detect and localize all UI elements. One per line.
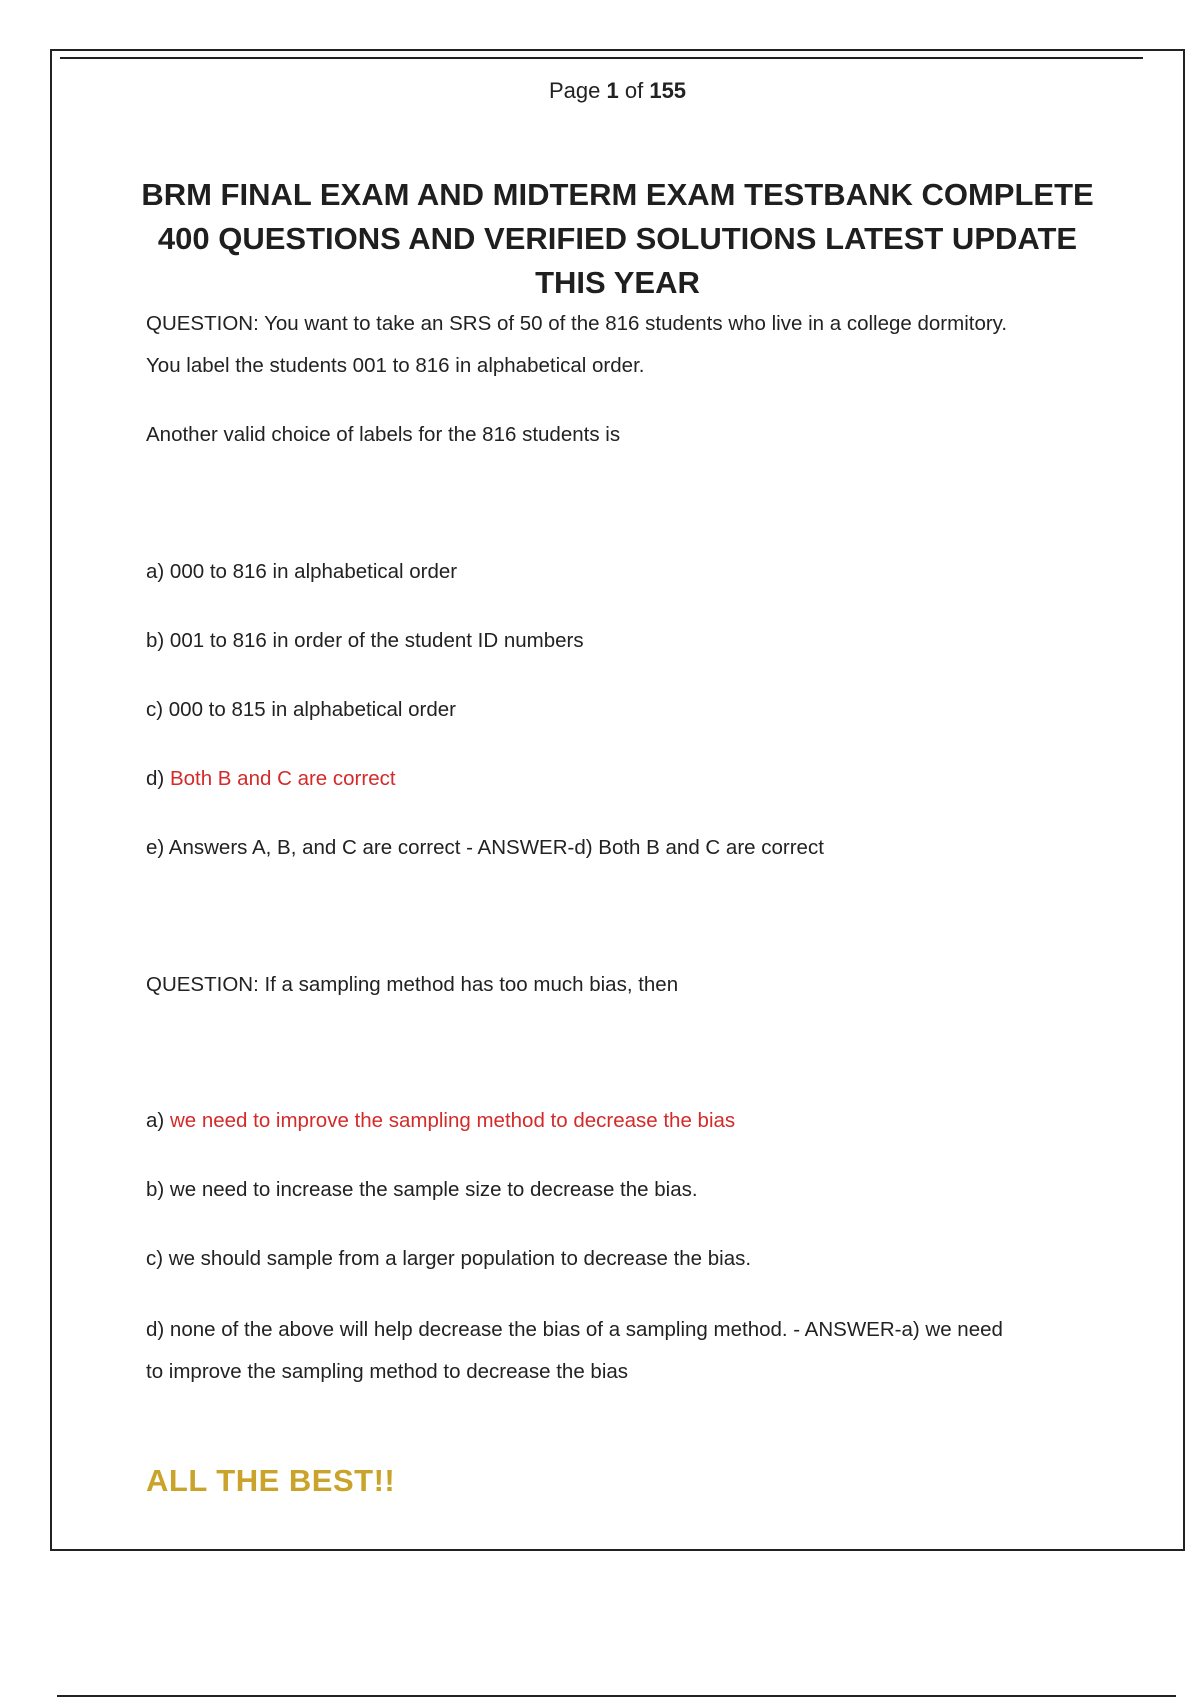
option-a-prefix: a) (146, 1109, 170, 1132)
question2-option-d-line1: d) none of the above will help decrease the bias of a sampling method. - ANSWER-a) we need (146, 1318, 1003, 1341)
question1-option-d (146, 758, 1113, 800)
page-prefix: Page (548, 78, 601, 103)
closing-message: ALL THE BEST!! (146, 1463, 396, 1498)
option-d-prefix: d) (146, 767, 170, 790)
title-line-3: THIS YEAR (535, 265, 700, 300)
question2-text: QUESTION: If a sampling method has too much bias, then (146, 973, 679, 996)
option-a-answer-highlight: we need to improve the sampling method to decrease the bias (169, 1109, 736, 1132)
page-frame (50, 49, 1185, 1551)
header-rule (60, 57, 1143, 59)
question1-text-line1: QUESTION: You want to take an SRS of 50 of the 816 students who live in a college dormitory. (146, 312, 1008, 335)
question1-text-line2: You label the students 001 to 816 in alphabetical order. (146, 354, 645, 377)
page-of: of (624, 78, 644, 103)
title-line-1: BRM FINAL EXAM AND MIDTERM EXAM TESTBANK COMPLETE (141, 177, 1094, 212)
question2-option-a (146, 1100, 1113, 1142)
question1-option-b: b) 001 to 816 in order of the student ID numbers (146, 629, 584, 652)
title-line-2: 400 QUESTIONS AND VERIFIED SOLUTIONS LATEST UPDATE (157, 221, 1078, 256)
option-d-answer-highlight: Both B and C are correct (169, 767, 396, 790)
document-title (112, 173, 1123, 305)
footer-rule (57, 1695, 1176, 1697)
question1-option-e: e) Answers A, B, and C are correct - ANSWER-d) Both B and C are correct (146, 836, 824, 859)
question1-option-a: a) 000 to 816 in alphabetical order (146, 560, 458, 583)
question2-option-b: b) we need to increase the sample size to decrease the bias. (146, 1178, 698, 1201)
question1-prompt: Another valid choice of labels for the 816 students is (146, 423, 621, 446)
page-number (52, 78, 1183, 104)
question2-option-c: c) we should sample from a larger population to decrease the bias. (146, 1247, 752, 1270)
question2-option-d-line2: to improve the sampling method to decrease the bias (146, 1360, 629, 1383)
page-current: 1 (606, 78, 619, 103)
question1-option-c: c) 000 to 815 in alphabetical order (146, 698, 456, 721)
page-total: 155 (649, 78, 687, 103)
